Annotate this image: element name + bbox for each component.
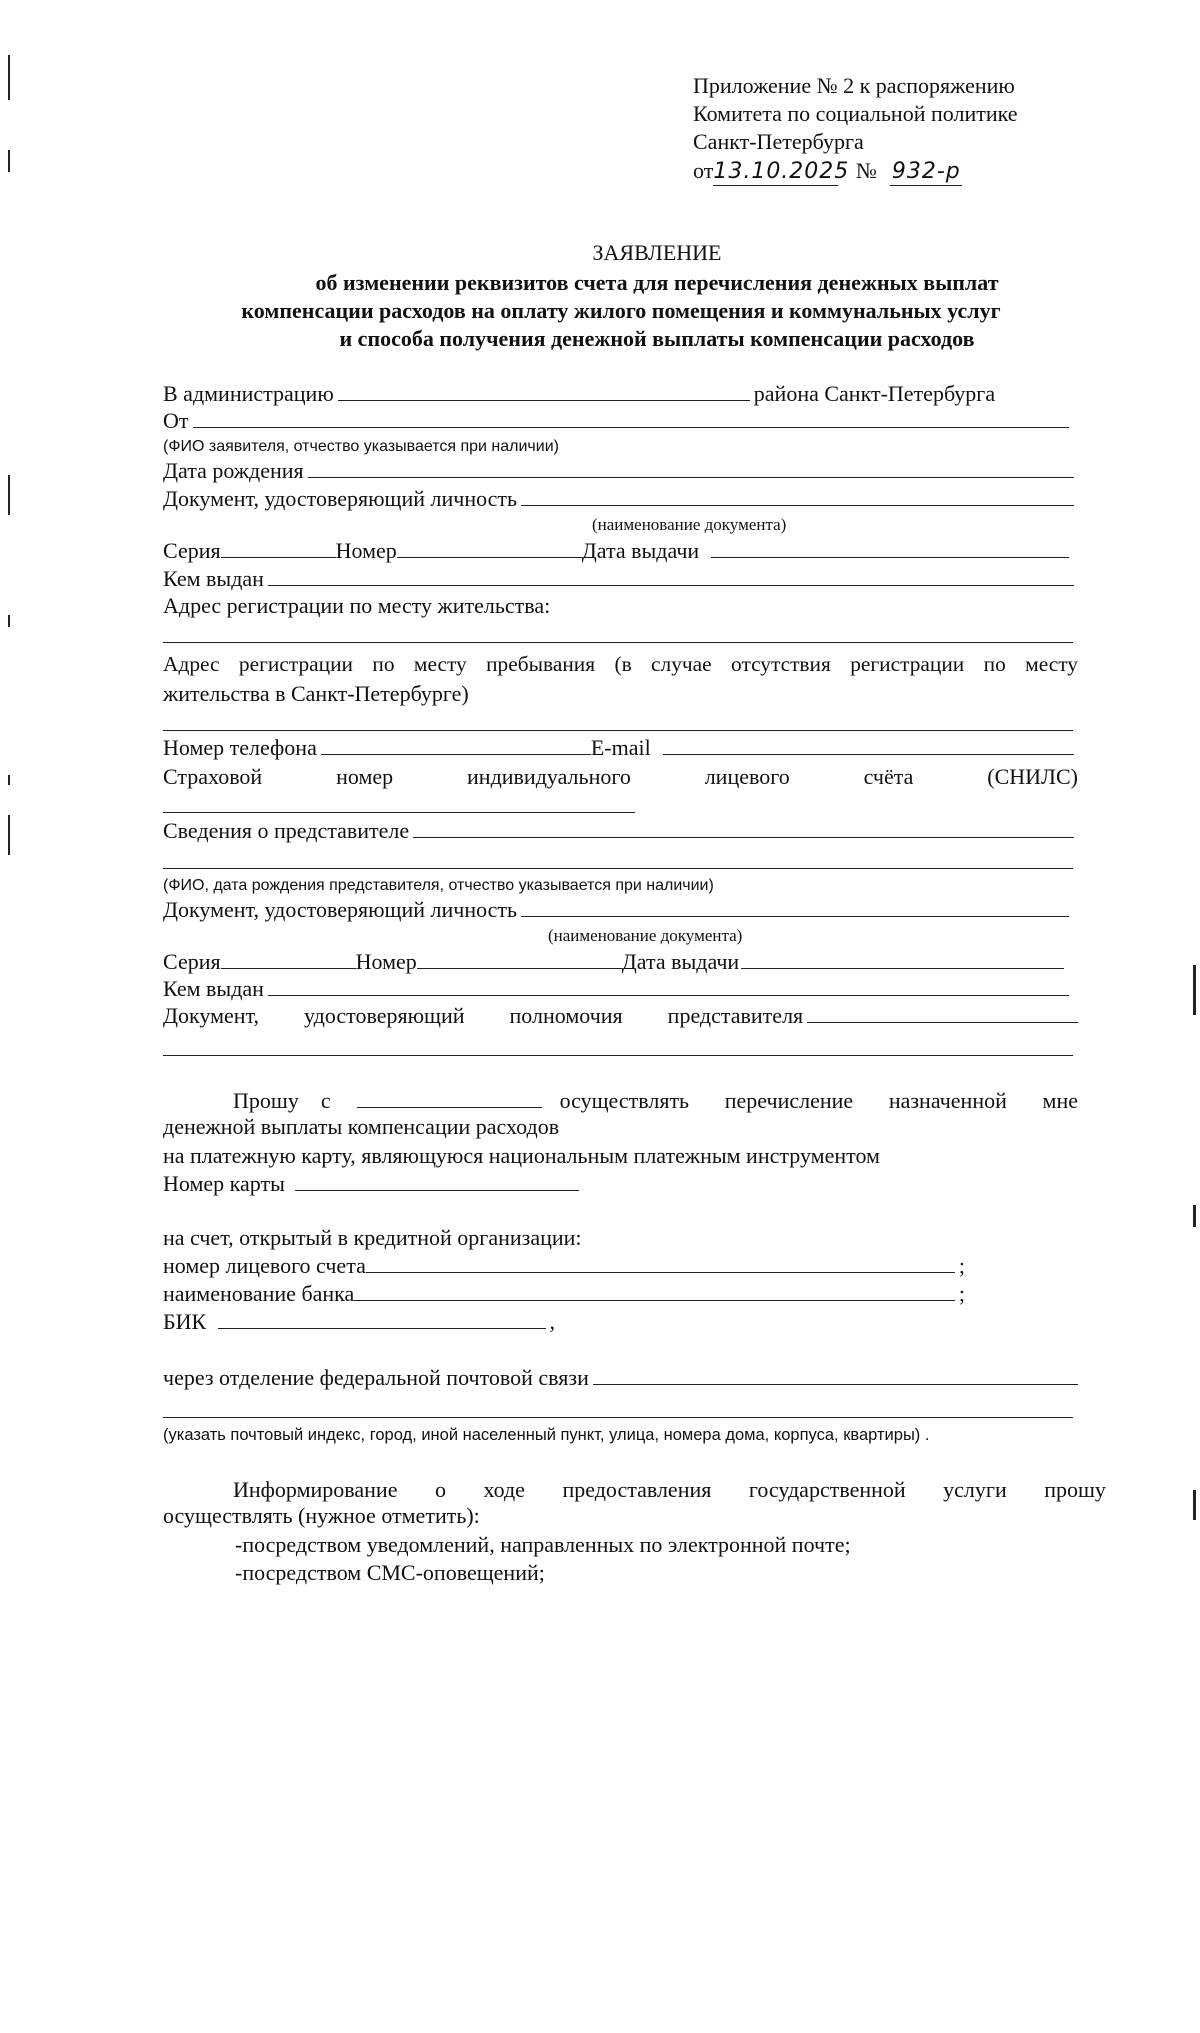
phone-label: Номер телефона [163,735,317,760]
rep-info-field-2[interactable] [163,868,1073,869]
rep-fio-note: (ФИО, дата рождения представителя, отчество указывается при наличии) [163,877,714,894]
snils-word: (СНИЛС) [987,764,1078,789]
scan-mark [8,150,10,172]
applicant-fio-note: (ФИО заявителя, отчество указывается при наличии) [163,438,559,455]
rep-authority-word: удостоверяющий [304,1003,465,1028]
admin-suffix: района Санкт-Петербурга [753,381,996,406]
applicant-doc-field[interactable] [521,487,1074,506]
applicant-issued-by-label: Кем выдан [163,566,264,591]
rep-authority-word: Документ, [163,1003,260,1028]
stay-address-block [163,651,1078,707]
rep-series-field[interactable] [221,950,356,969]
informing-option-sms[interactable]: -посредством СМС-оповещений; [235,1560,545,1585]
rep-issue-date-label: Дата выдачи [621,949,740,974]
informing-word: предоставления [562,1477,712,1502]
scan-mark [1193,1490,1196,1520]
account-number-label: номер лицевого счета [163,1253,366,1278]
rep-doc-field[interactable] [521,898,1069,917]
bik-field[interactable] [218,1310,545,1329]
informing-word: ходе [483,1477,525,1502]
email-field[interactable] [663,736,1074,755]
rep-doc-note: (наименование документа) [548,926,743,945]
rep-issue-date-field[interactable] [741,950,1064,969]
post-row [163,1365,1078,1391]
bank-name-field[interactable] [354,1282,955,1301]
title-subline-2: компенсации расходов на оплату жилого помещения и коммунальных услуг [241,298,1001,323]
snils-word: лицевого [704,764,790,789]
informing-word: Информирование [233,1477,398,1502]
semicolon: ; [958,1281,965,1306]
applicant-doc-note: (наименование документа) [592,515,787,534]
handwritten-date: 13.10.2025 [713,159,850,184]
rep-number-label: Номер [355,949,417,974]
applicant-issue-date-field[interactable] [711,539,1069,558]
request-tail [560,1088,1078,1114]
scan-mark [8,55,10,100]
request-word: назначенной [888,1088,1007,1113]
scan-mark [1193,1205,1196,1227]
account-number-row [163,1253,965,1279]
stay-address-line-2: жительства в Санкт-Петербурге) [163,681,469,706]
informing-word: о [434,1477,446,1502]
snils-word: Страховой [163,764,263,789]
rep-info-field[interactable] [413,819,1074,838]
document-title: ЗАЯВЛЕНИЕ [592,240,722,265]
rep-number-field[interactable] [417,950,622,969]
post-label: через отделение федеральной почтовой связи [163,1365,589,1390]
card-line: на платежную карту, являющуюся национальным платежным инструментом [163,1143,880,1168]
snils-word: номер [336,764,394,789]
semicolon: ; [958,1253,965,1278]
account-number-field[interactable] [366,1254,955,1273]
rep-authority-row [163,1003,1078,1029]
rep-authority-word: полномочия [509,1003,623,1028]
bik-label: БИК [163,1309,207,1334]
applicant-series-field[interactable] [221,539,336,558]
request-word: мне [1042,1088,1078,1113]
scan-mark [8,775,10,785]
rep-info-label: Сведения о представителе [163,818,410,843]
rep-issued-by-row [163,976,1073,1002]
comma: , [549,1309,555,1334]
admin-row [163,381,1053,407]
request-row [233,1088,1078,1114]
rep-doc-row [163,897,1073,923]
informing-word: прошу [1044,1477,1106,1502]
applicant-series-label: Серия [163,538,221,563]
snils-field[interactable] [163,812,635,813]
bank-name-label: наименование банка [163,1281,355,1306]
request-line-2: денежной выплаты компенсации расходов [163,1114,560,1139]
applicant-doc-row [163,486,1078,512]
post-address-field[interactable] [163,1417,1073,1418]
from-row [163,408,1073,434]
date-prefix: от [693,158,714,183]
bank-name-row [163,1281,965,1307]
admin-district-field[interactable] [338,382,750,401]
post-note: (указать почтовый индекс, город, иной населенный пункт, улица, номера дома, корпуса, квартиры) . [163,1426,930,1444]
rep-doc-label: Документ, удостоверяющий личность [163,897,518,922]
birth-date-field[interactable] [308,459,1074,478]
applicant-number-label: Номер [335,538,397,563]
request-word: с [320,1088,331,1113]
post-field[interactable] [593,1366,1078,1385]
reg-address-field[interactable] [163,642,1073,643]
number-prefix: № [855,158,877,183]
email-label: E-mail [590,735,651,760]
applicant-issue-date-label: Дата выдачи [581,538,700,563]
informing-line-2: осуществлять (нужное отметить): [163,1503,480,1528]
card-number-row [163,1171,583,1197]
request-word: Прошу [233,1088,299,1113]
applicant-series-row [163,538,1073,564]
stay-address-line-1: Адрес регистрации по месту пребывания (в случае отсутствия регистрации по месту [163,652,1078,676]
card-number-field[interactable] [295,1172,579,1191]
informing-row [233,1477,1106,1503]
rep-issued-by-field[interactable] [268,977,1069,996]
scan-mark [8,815,10,855]
applicant-issued-by-row [163,566,1078,592]
header-line-1: Приложение № 2 к распоряжению [693,73,1015,98]
rep-authority-field-2[interactable] [163,1055,1073,1056]
birth-label: Дата рождения [163,458,304,483]
informing-option-email[interactable]: -посредством уведомлений, направленных по электронной почте; [235,1532,851,1557]
request-word: осуществлять [559,1088,690,1113]
stay-address-field[interactable] [163,730,1073,731]
rep-series-row [163,949,1068,975]
scan-mark [1193,965,1196,1015]
card-number-label: Номер карты [163,1171,285,1196]
rep-series-label: Серия [163,949,221,974]
header-line-3: Санкт-Петербурга [693,129,864,154]
rep-issued-by-label: Кем выдан [163,976,264,1001]
scan-mark [8,475,10,515]
header-line-2: Комитета по социальной политике [693,101,1018,126]
from-label: От [163,408,189,433]
snils-word: индивидуального [467,764,631,789]
scan-mark [8,615,10,627]
snils-word: счёта [863,764,914,789]
rep-authority-field[interactable] [807,1004,1078,1023]
rep-authority-word: представителя [667,1003,804,1028]
informing-word: услуги [943,1477,1007,1502]
account-intro: на счет, открытый в кредитной организации: [163,1225,582,1250]
applicant-doc-label: Документ, удостоверяющий личность [163,486,518,511]
applicant-fio-field[interactable] [193,409,1069,428]
phone-field[interactable] [321,736,591,755]
birth-row [163,458,1078,484]
applicant-issued-by-field[interactable] [268,567,1074,586]
rep-info-row [163,818,1078,844]
header-date-row [693,158,962,186]
request-start-date-field[interactable] [357,1089,542,1108]
handwritten-number: 932-р [891,159,961,184]
informing-word: государственной [748,1477,906,1502]
bik-row [163,1309,555,1335]
snils-row [163,764,1078,790]
contact-row [163,735,1078,761]
request-word: перечисление [724,1088,854,1113]
title-subline-1: об изменении реквизитов счета для перечисления денежных выплат [315,270,999,295]
admin-label: В администрацию [163,381,334,406]
reg-address-label: Адрес регистрации по месту жительства: [163,593,551,618]
title-subline-3: и способа получения денежной выплаты компенсации расходов [339,326,975,351]
applicant-number-field[interactable] [397,539,582,558]
